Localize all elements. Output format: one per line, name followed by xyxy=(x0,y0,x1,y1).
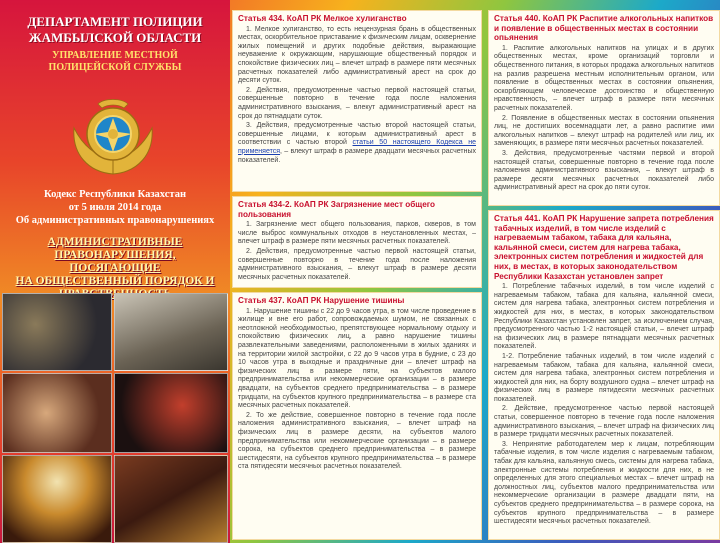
article-434-2-title: Статья 434-2. КоАП РК Загрязнение мест общего пользования xyxy=(238,200,436,219)
article-440-part3: 3. Действия, предусмотренные частями первой и второй настоящей статьи, совершенные повторно в течение года после наложения административного взыскания, – влекут штраф в размере десяти месячных расчетных показателей либо административный арест на срок до пяти суток. xyxy=(494,149,714,192)
photo-drinking-toast xyxy=(114,455,228,543)
photo-shouting-man xyxy=(2,373,112,453)
department-title-line2: ЖАМБЫЛСКОЙ ОБЛАСТИ xyxy=(28,30,202,45)
article-437-part2: 2. То же действие, совершенное повторно в течение года после наложения административного взыскания, – влечет штраф на физических лиц в размере десяти, на субъектов малого предпринимательства или некоммерческие организации – в размере сорока, на субъектов среднего предпринимательства – в размере шестидесяти, на субъектов крупного предпринимательства – в размере ста пятидесяти месячных расчетных показателей. xyxy=(238,411,476,471)
article-434-part3 xyxy=(238,122,476,165)
code-line2: от 5 июля 2014 года xyxy=(68,202,162,213)
article-50-link[interactable]: статьи 50 настоящего Кодекса не применяется xyxy=(238,139,477,155)
article-441-title: Статья 441. КоАП РК Нарушение запрета потребления табачных изделий, в том числе изделий с нагреваемым табаком, табака для кальяна, кальянной смеси, систем для нагрева табака, электронных систем потребления и жидкостей для них, в местах, в которых законодательством Республики Казахстан установлен запрет xyxy=(494,214,714,281)
police-emblem-icon xyxy=(58,92,168,182)
violations-line1: АДМИНИСТРАТИВНЫЕ xyxy=(47,236,183,248)
article-434-2-box xyxy=(232,196,482,288)
violations-line2: ПРАВОНАРУШЕНИЯ, ПОСЯГАЮЩИЕ xyxy=(54,249,176,274)
violations-line3: НА ОБЩЕСТВЕННЫЙ ПОРЯДОК И xyxy=(15,275,215,287)
code-line3: Об административных правонарушениях xyxy=(15,215,215,226)
article-434-2-part2: 2. Действия, предусмотренные частью первой настоящей статьи, совершенные повторно в течение года после наложения административного взыскания, – влекут штраф в размере десяти месячных расчетных показателей. xyxy=(238,247,476,281)
article-434-title: Статья 434. КоАП РК Мелкое хулиганство xyxy=(238,14,407,23)
article-440-part2: 2. Появление в общественных местах в состоянии опьянения лиц, не достигших восемнадцати лет, а равно распитие ими алкогольных напитков – влекут штраф на родителей или лиц, их заменяющих, в размере пяти месячных расчетных показателей. xyxy=(494,114,714,148)
article-437-title: Статья 437. КоАП РК Нарушение тишины xyxy=(238,296,405,305)
article-434-part3-text-a: 3. Действия, предусмотренные частью второй настоящей статьи, совершенные лицами, к которым административный арест в соответствии с частью второй xyxy=(238,122,476,147)
left-column xyxy=(0,0,230,543)
article-437-box xyxy=(232,292,482,540)
department-subtitle-line2: ПОЛИЦЕЙСКОЙ СЛУЖБЫ xyxy=(48,62,182,73)
violations-heading xyxy=(12,236,218,301)
article-440-title: Статья 440. КоАП РК Распитие алкогольных напитков и появление в общественных местах в состоянии опьянения xyxy=(494,14,714,43)
photo-collage xyxy=(0,293,230,543)
article-441-box xyxy=(488,210,720,540)
article-434-2-part1: 1. Загрязнение мест общего пользования, парков, скверов, в том числе выброс коммунальных отходов в неустановленных местах, – влечет штраф в размере пяти месячных расчетных показателей. xyxy=(238,221,476,246)
article-441-part3: 3. Непринятие работодателем мер к лицам, потребляющим табачные изделия, в том числе изделия с нагреваемым табаком, табак для кальяна, кальянную смесь, системы для нагрева табака, электронные системы потребления и жидкости для них, в не определенных для этого специальных местах – влечет штраф на должностных лиц, субъектов малого предпринимательства или некоммерческие организации в размере двадцати пяти, на субъектов среднего предпринимательства – в размере сорока, на субъектов крупного предпринимательства – в размере шестидесяти месячных расчетных показателей. xyxy=(494,440,714,526)
article-440-box xyxy=(488,10,720,206)
article-434-part2: 2. Действия, предусмотренные частью первой настоящей статьи, совершенные повторно в течение года после наложения административного взыскания, – влекут административный арест на срок до пятнадцати суток. xyxy=(238,86,476,120)
department-header xyxy=(8,14,222,74)
department-subtitle-line1: УПРАВЛЕНИЕ МЕСТНОЙ xyxy=(52,50,178,61)
code-line1: Кодекс Республики Казахстан xyxy=(43,189,186,200)
article-434-part3-text-b: , – влекут штраф в размере двадцати месячных расчетных показателей. xyxy=(238,147,476,164)
department-title-line1: ДЕПАРТАМЕНТ ПОЛИЦИИ xyxy=(27,14,203,29)
article-434-box xyxy=(232,10,482,192)
legal-code-caption xyxy=(8,188,222,227)
photo-smoking-group xyxy=(114,373,228,453)
photo-concert-crowd xyxy=(2,455,112,543)
article-440-part1: 1. Распитие алкогольных напитков на улицах и в других общественных местах, кроме организаций торговли и общественного питания, в которых продажа алкогольных напитков на разлив разрешена местным исполнительным органом, или появление в общественных местах в состоянии опьянения, оскорбляющем человеческое достоинство и общественную нравственность, – влечет штраф в размере пяти месячных расчетных показателей. xyxy=(494,44,714,112)
article-434-part1: 1. Мелкое хулиганство, то есть нецензурная брань в общественных местах, оскорбительное приставание к физическим лицам, осквернение жилых помещений и других подобные действия, выражающие неуважение к окружающим, нарушающие общественный порядок и спокойствие физических лиц – влечет штраф в размере пяти месячных расчетных показателей либо административный арест на срок до десяти суток. xyxy=(238,25,476,85)
photo-night-street xyxy=(2,293,112,371)
article-441-part1-2: 1-2. Потребление табачных изделий, в том числе изделий с нагреваемым табаком, табака для кальяна, кальянной смеси, систем для нагрева табака, электронных систем потребления и жидкостей для них, на борту воздушного судна – влечет штраф на физических лиц в размере пятидесяти месячных расчетных показателей. xyxy=(494,352,714,403)
article-437-part1: 1. Нарушение тишины с 22 до 9 часов утра, в том числе проведение в жилище и вне его работ, сопровождаемых шумом, не связанных с неотложной необходимостью, препятствующее нормальному отдыху и спокойствию физических лиц, а равно нарушение тишины развлекательными заведениями, расположенными в жилых зданиях и на территории жилой застройки, с 22 до 9 часов утра в будние, с 23 до 10 часов утра в выходные и праздничные дни – влечет штраф на физических лиц в размере пяти, на субъектов малого предпринимательства или некоммерческие организации – в размере двадцати, на субъектов среднего предпринимательства – в размере тридцати, на субъектов крупного предпринимательства – в размере ста месячных расчетных показателей. xyxy=(238,307,476,410)
article-441-part1: 1. Потребление табачных изделий, в том числе изделий с нагреваемым табаком, табака для кальяна, кальянной смеси, систем для нагрева табака, электронных систем потребления и жидкостей для них, в местах, в которых законодательством Республики Казахстан установлен запрет, за исключением случая, предусмотренного частью 1-2 настоящей статьи, – влечет штраф на физических лиц в размере пятнадцати месячных расчетных показателей. xyxy=(494,283,714,351)
article-441-part2: 2. Действие, предусмотренное частью первой настоящей статьи, совершенное повторно в течение года после наложения административного взыскания, – влечет штраф на физических лиц в размере тридцати месячных расчетных показателей. xyxy=(494,405,714,439)
photo-littered-ground xyxy=(114,293,228,371)
